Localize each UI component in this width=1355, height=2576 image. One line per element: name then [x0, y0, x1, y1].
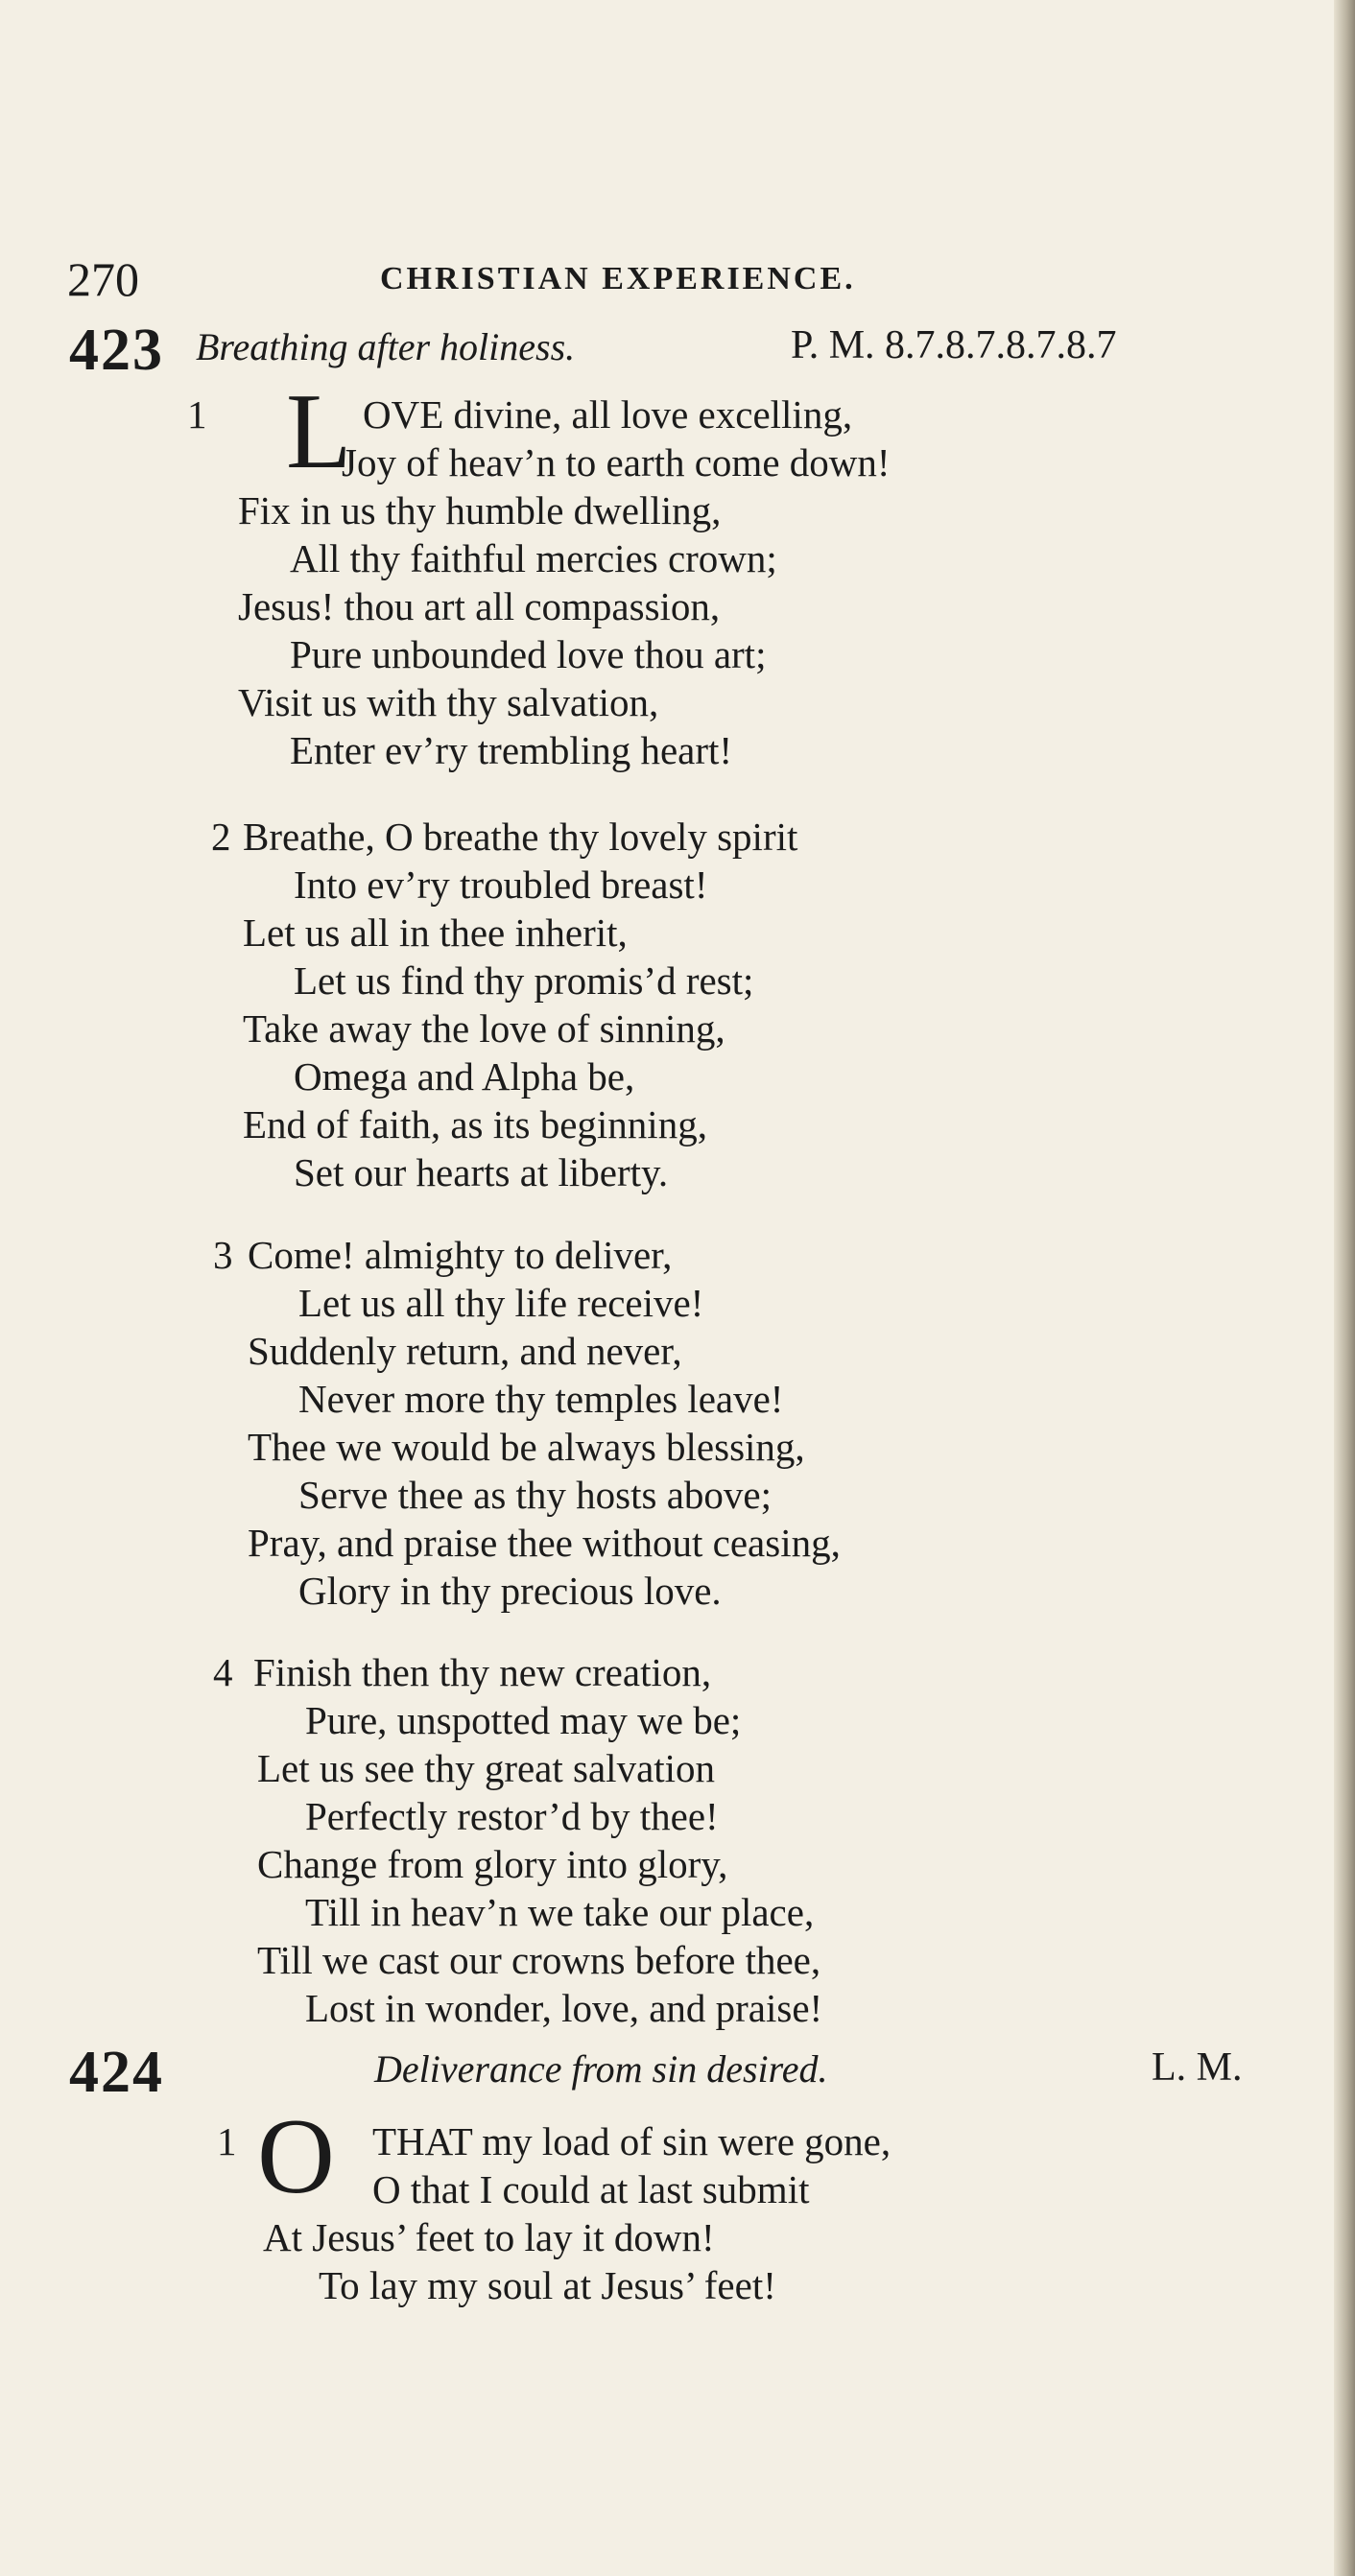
verse-number: 2	[211, 815, 231, 859]
verse-line: O that I could at last submit	[372, 2167, 810, 2211]
verse-line: Serve thee as thy hosts above;	[298, 1473, 773, 1517]
verse-line: Thee we would be always blessing,	[248, 1425, 805, 1469]
verse-line: Pure, unspotted may we be;	[305, 1698, 742, 1742]
verse-line: End of faith, as its beginning,	[243, 1102, 707, 1146]
verse-line: Take away the love of sinning,	[243, 1006, 725, 1051]
verse-line: OVE divine, all love excelling,	[363, 392, 853, 437]
verse-line: To lay my soul at Jesus’ feet!	[319, 2263, 776, 2307]
verse-line: Jesus! thou art all compassion,	[238, 584, 721, 628]
verse-line: Enter ev’ry trembling heart!	[290, 728, 733, 772]
hymn-423-heading	[69, 317, 1288, 384]
verse-line: Let us find thy promis’d rest;	[294, 958, 754, 1003]
hymn-meter: L. M.	[1152, 2045, 1243, 2090]
drop-cap: O	[257, 2097, 335, 2216]
verse-line: Let us see thy great salvation	[257, 1746, 716, 1790]
verse-line: Till in heav’n we take our place,	[305, 1890, 815, 1934]
verse-line: Visit us with thy salvation,	[238, 680, 659, 724]
verse-line: Fix in us thy humble dwelling,	[238, 488, 722, 532]
verse-line: Set our hearts at liberty.	[294, 1150, 669, 1194]
verse-number: 3	[213, 1233, 233, 1277]
verse-line: Into ev’ry troubled breast!	[294, 863, 708, 907]
verse-number: 4	[213, 1650, 233, 1694]
hymn-424-heading	[69, 2039, 1288, 2106]
page-edge	[1334, 0, 1355, 2576]
verse-line: Till we cast our crowns before thee,	[257, 1938, 821, 1982]
drop-cap: L	[286, 372, 352, 491]
page-number: 270	[67, 252, 139, 306]
verse-line: Joy of heav’n to earth come down!	[342, 440, 891, 484]
verse-line: Pure unbounded love thou art;	[290, 632, 767, 676]
verse-line: Change from glory into glory,	[257, 1842, 728, 1886]
verse-line: THAT my load of sin were gone,	[372, 2119, 891, 2163]
running-head: CHRISTIAN EXPERIENCE.	[380, 261, 856, 296]
verse-number: 1	[217, 2119, 237, 2163]
verse-line: Never more thy temples leave!	[298, 1377, 784, 1421]
page-header	[67, 251, 1027, 309]
verse-line: Let us all in thee inherit,	[243, 910, 628, 955]
verse-line: All thy faithful mercies crown;	[290, 536, 777, 580]
hymn-meter: P. M. 8.7.8.7.8.7.8.7	[791, 323, 1117, 367]
verse-line: Omega and Alpha be,	[294, 1054, 635, 1099]
hymn-title: Breathing after holiness.	[196, 325, 576, 368]
hymn-title: Deliverance from sin desired.	[374, 2047, 828, 2091]
verse-line: Pray, and praise thee without ceasing,	[248, 1521, 841, 1565]
verse-line: Finish then thy new creation,	[253, 1650, 712, 1694]
verse-line: At Jesus’ feet to lay it down!	[263, 2215, 715, 2259]
verse-line: Breathe, O breathe thy lovely spirit	[243, 815, 798, 859]
verse-line: Suddenly return, and never,	[248, 1329, 682, 1373]
verse-line: Lost in wonder, love, and praise!	[305, 1986, 823, 2030]
verse-line: Glory in thy precious love.	[298, 1569, 722, 1613]
hymn-number: 424	[69, 2040, 164, 2105]
hymn-number: 423	[69, 318, 164, 383]
verse-line: Come! almighty to deliver,	[248, 1233, 673, 1277]
verse-line: Perfectly restor’d by thee!	[305, 1794, 719, 1838]
verse-number: 1	[187, 392, 207, 437]
verse-line: Let us all thy life receive!	[298, 1281, 704, 1325]
